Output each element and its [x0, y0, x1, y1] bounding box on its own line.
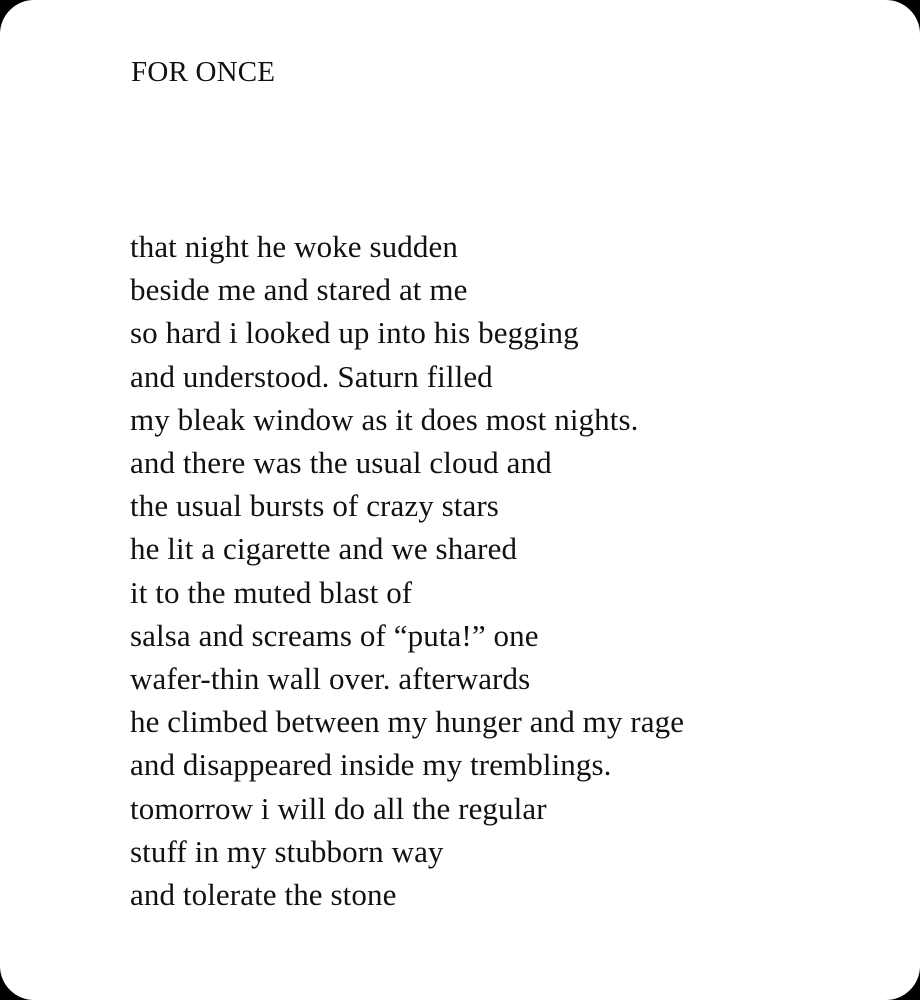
poem-line: beside me and stared at me	[130, 272, 468, 308]
poem-line: stuff in my stubborn way	[130, 833, 444, 869]
poem-line: and there was the usual cloud and	[130, 445, 552, 481]
poem-line: and tolerate the stone	[130, 877, 397, 913]
poem-title: FOR ONCE	[131, 56, 276, 88]
poem-line: salsa and screams of “puta!” one	[130, 617, 539, 653]
poem-line: that night he woke sudden	[130, 229, 458, 264]
poem-line: tomorrow i will do all the regular	[130, 790, 547, 826]
poem-line: wafer-thin wall over. afterwards	[130, 661, 531, 697]
poem-line: he lit a cigarette and we shared	[130, 531, 518, 567]
poem-body	[130, 225, 684, 916]
poem-line: and disappeared inside my tremblings.	[130, 747, 612, 783]
poem-line: the usual bursts of crazy stars	[130, 488, 499, 524]
poem-line: he climbed between my hunger and my rage	[130, 704, 685, 740]
poem-line: so hard i looked up into his begging	[130, 315, 579, 351]
poem-line: my bleak window as it does most nights.	[130, 401, 639, 437]
poem-line: it to the muted blast of	[130, 574, 413, 610]
poem-line: and understood. Saturn filled	[130, 358, 493, 394]
